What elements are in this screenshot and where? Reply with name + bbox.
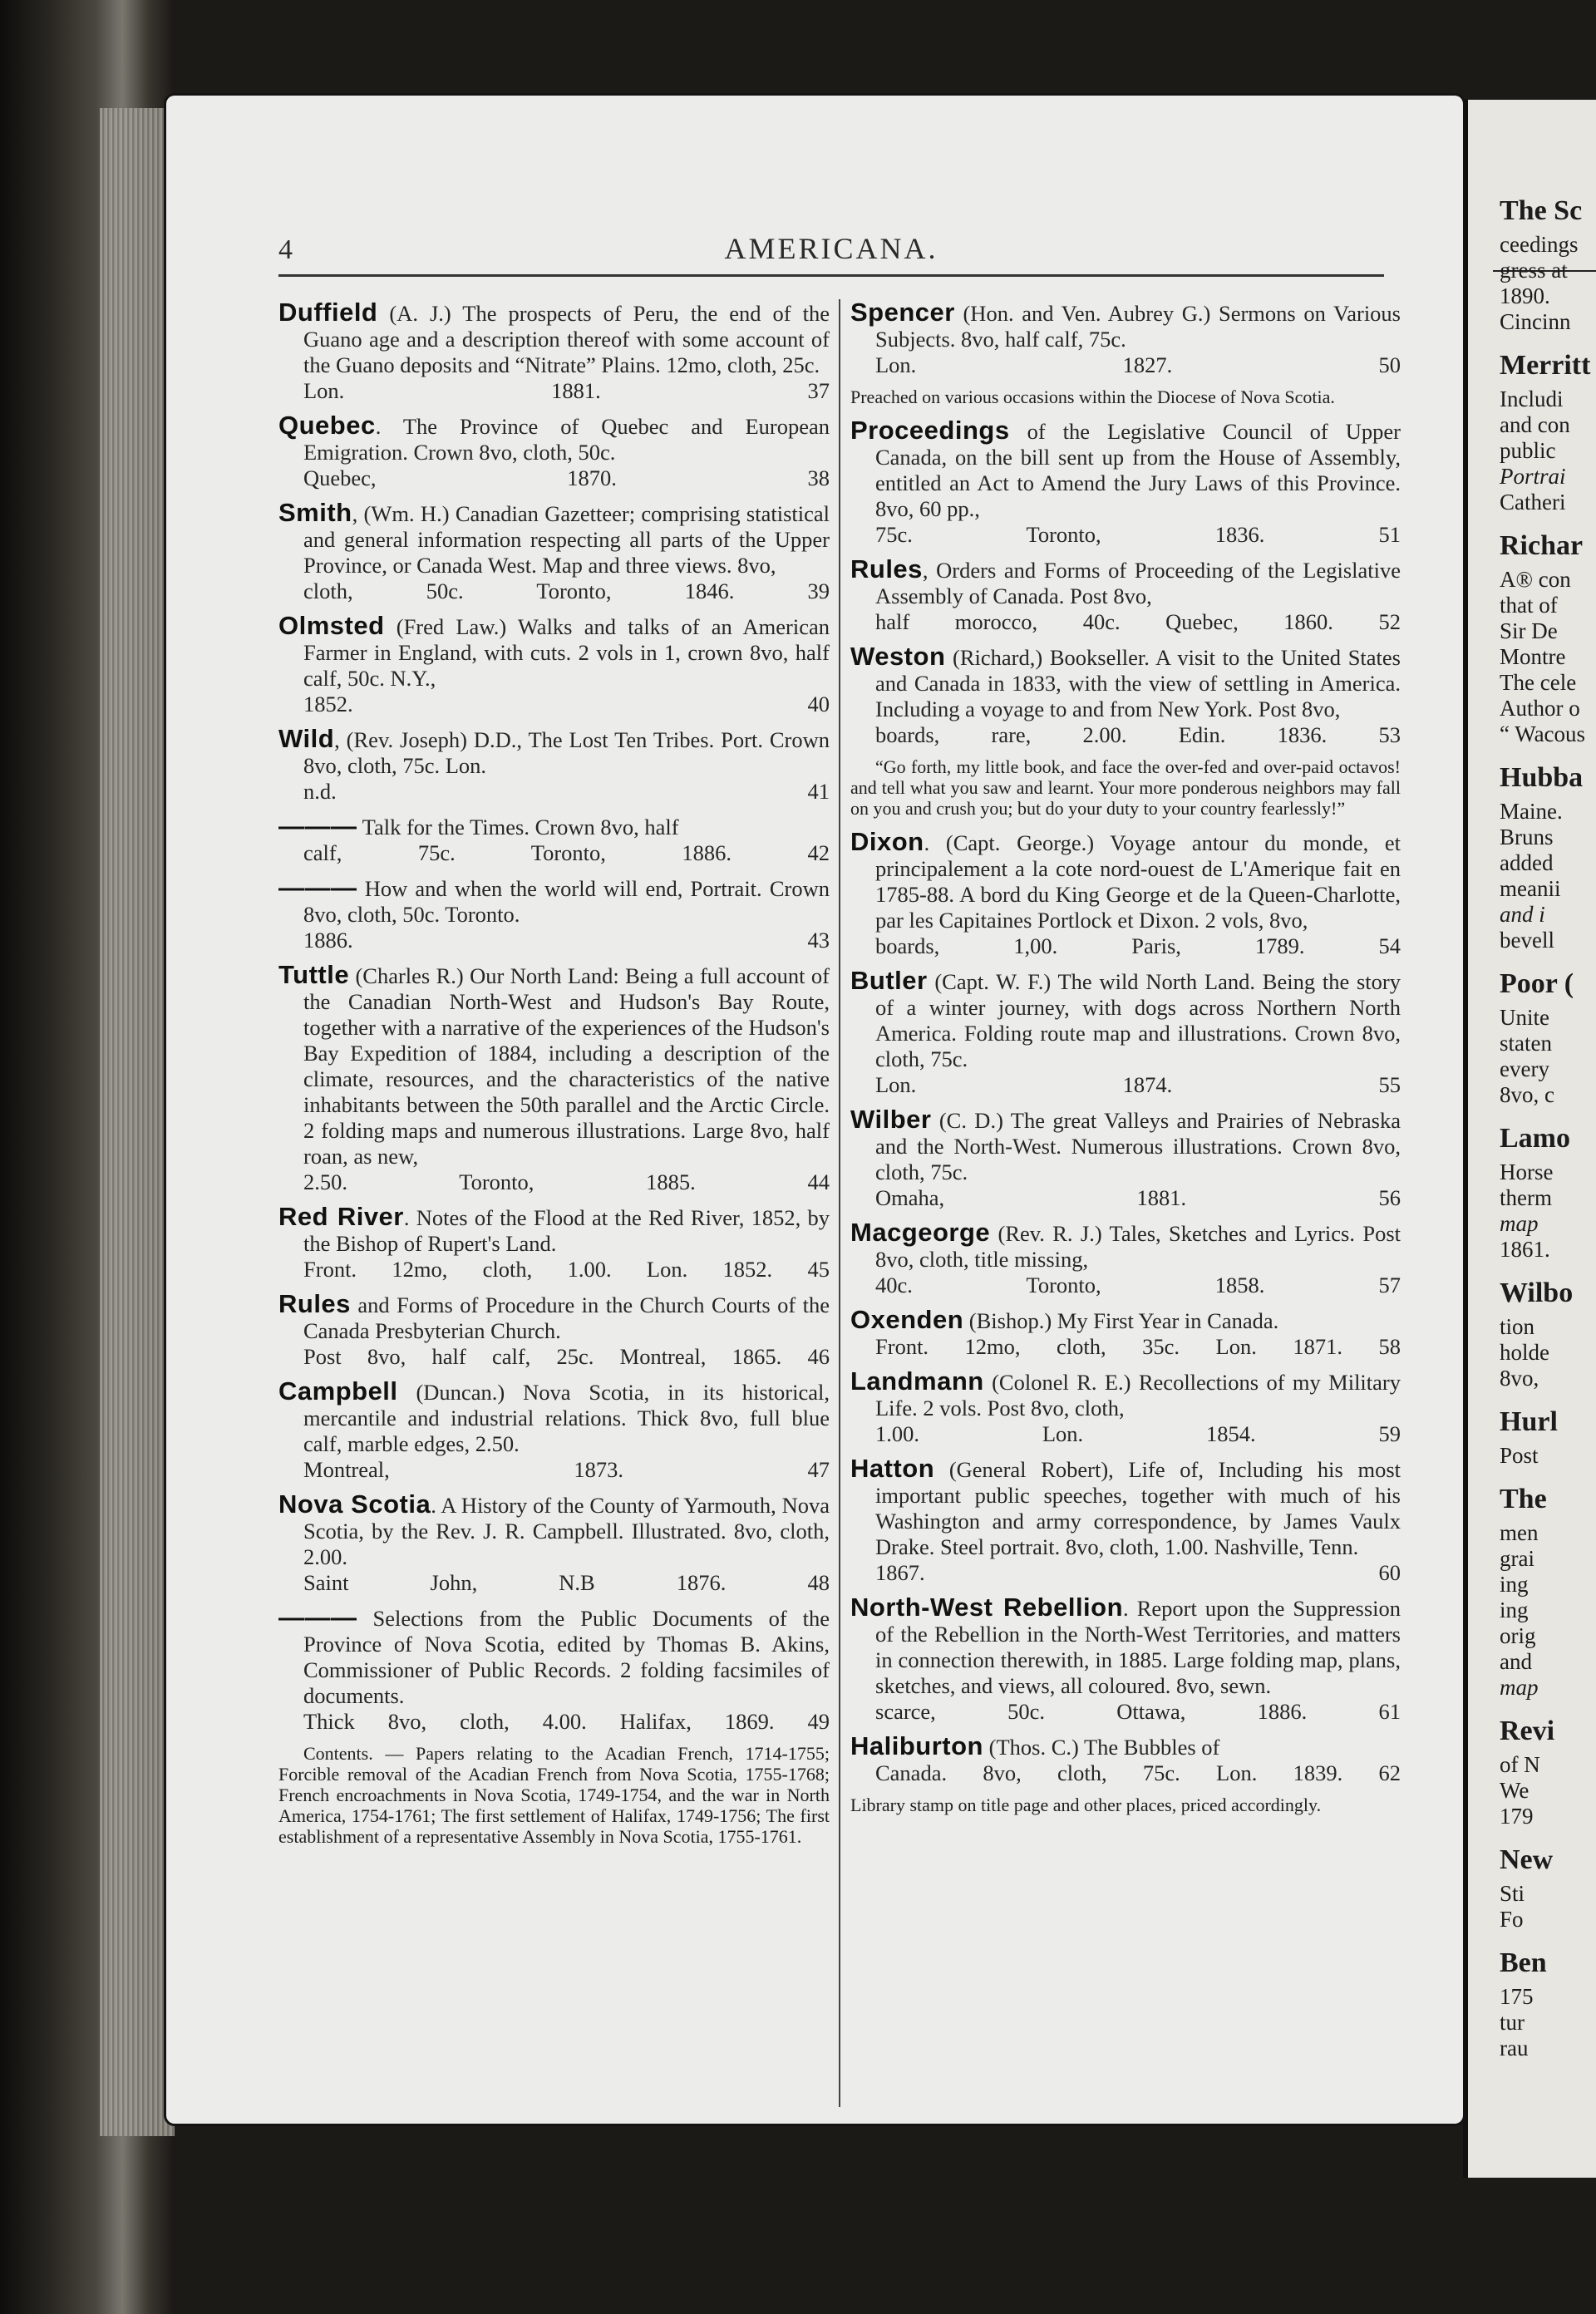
entry-imprint: Thick 8vo, cloth, 4.00. Halifax, 1869. [303,1709,775,1734]
left-column [278,299,830,1857]
entry-heading: Macgeorge [850,1218,991,1247]
adjacent-page-line: Sir De [1500,618,1558,643]
adjacent-page-line: 1890. [1500,283,1550,308]
page-title: AMERICANA. [724,232,938,265]
adjacent-page-line: tur [1500,2010,1525,2035]
adjacent-page-line: Revi [1500,1716,1555,1746]
entry-imprint: half morocco, 40c. Quebec, 1860. [875,609,1333,634]
adjacent-page-line: Ben [1500,1947,1547,1978]
entry-number: 40 [807,692,830,716]
entry-description: , (Wm. H.) Canadian Gazetteer; comprising statistical and general information respecting all parts of the Upper Province, or Canada West. Map and three views. 8vo, [303,501,830,578]
adjacent-page-line: and i [1500,902,1545,927]
entry-imprint: Lon. 1827. [875,352,1173,377]
entry-number: 56 [1378,1185,1401,1210]
entry-heading: Wild [278,724,335,753]
entry-number: 37 [807,378,830,403]
entry-description: (Duncan.) Nova Scotia, in its historical, mercantile and industrial relations. Thick 8vo, full blue calf, marble edges, 2.50. [303,1380,830,1456]
catalogue-entry [850,1307,1401,1360]
entry-heading: Campbell [278,1376,398,1406]
entry-description: , (Rev. Joseph) D.D., The Lost Ten Tribes. Port. Crown 8vo, cloth, 75c. Lon. [303,727,830,778]
column-divider [839,299,840,2107]
adjacent-page-line: staten [1500,1031,1552,1056]
adjacent-page-line: ing [1500,1598,1529,1622]
entry-description: (Charles R.) Our North Land: Being a full account of the Canadian North-West and Hudson's Bay Route, together with a narrative of the experiences of the Hudson's Bay Expedition of 1884, including a description of the climate, resources, and the characteristics of the native inhabitants between the 50th parallel and the Arctic Circle. 2 folding maps and numerous illustrations. Large 8vo, half roan, as new, [303,963,830,1169]
entry-imprint: Lon. 1881. [303,378,601,403]
entry-imprint-line [875,1334,1401,1360]
entry-description: (A. J.) The prospects of Peru, the end of the Guano age and a description thereof with some account of the Guano deposits and “Nitrate” Plains. 12mo, cloth, 25c. [303,301,830,377]
adjacent-page-line: of N [1500,1752,1540,1777]
entry-imprint: Quebec, 1870. [303,465,617,490]
entry-imprint: calf, 75c. Toronto, 1886. [303,840,732,865]
entry-heading: North-West Rebellion [850,1593,1124,1622]
running-head [278,224,1384,274]
catalogue-page [166,96,1463,2124]
entry-description: (Fred Law.) Walks and talks of an American Farmer in England, with cuts. 2 vols in 1, crown 8vo, half calf, 50c. N.Y., [303,614,830,691]
entry-description: . Report upon the Suppression of the Rebellion in the North-West Territories, and matters in connection therewith, in 1885. Large folding map, plans, sketches, and views, all coloured. 8vo, sewn. [875,1596,1401,1698]
entry-imprint-line [875,352,1401,378]
entry-heading: Landmann [850,1366,984,1396]
entry-heading: Dixon [850,827,924,856]
adjacent-page-line: The cele [1500,670,1577,695]
entry-imprint-line [875,1560,1401,1586]
entry-imprint: scarce, 50c. Ottawa, 1886. [875,1699,1308,1724]
entry-note: Preached on various occasions within the Diocese of Nova Scotia. [850,386,1335,407]
entry-description: . A History of the County of Yarmouth, Nova Scotia, by the Rev. J. R. Campbell. Illustrated. 8vo, cloth, 2.00. [303,1493,830,1569]
entry-imprint-line [875,722,1401,748]
catalogue-entry [278,962,830,1195]
adjacent-page-line: gress at [1500,258,1568,283]
entry-imprint-line [875,522,1401,548]
entry-imprint: Omaha, 1881. [875,1185,1187,1210]
catalogue-entry [278,1491,830,1596]
catalogue-entry [850,556,1401,635]
adjacent-page-line: Catheri [1500,490,1566,514]
entry-heading: Smith [278,498,352,527]
entry-imprint-line [875,1760,1401,1786]
entry-imprint-line [303,378,830,404]
catalogue-entry [278,813,830,866]
entry-note: Library stamp on title page and other places, priced accordingly. [850,1795,1322,1815]
adjacent-page-line: Sti [1500,1881,1525,1906]
entry-number: 49 [807,1709,830,1734]
adjacent-page-line: Author o [1500,696,1580,721]
catalogue-entry [850,1733,1401,1786]
entry-description: , Orders and Forms of Proceeding of the Legislative Assembly of Canada. Post 8vo, [875,558,1401,608]
adjacent-page-line: public [1500,438,1556,463]
entry-heading: Oxenden [850,1305,964,1334]
catalogue-entry [850,1594,1401,1725]
entry-number: 53 [1378,722,1401,747]
adjacent-page-line: We [1500,1778,1530,1803]
entry-imprint: Post 8vo, half calf, 25c. Montreal, 1865. [303,1344,782,1369]
entry-imprint: Lon. 1874. [875,1072,1173,1097]
entry-imprint: boards, rare, 2.00. Edin. 1836. [875,722,1328,747]
entry-number: 55 [1378,1072,1401,1097]
entry-description: (Capt. W. F.) The wild North Land. Being the story of a winter journey, with dogs across Northern North America. Folding route map and illustrations. Crown 8vo, cloth, 75c. [875,969,1401,1071]
right-column [850,299,1401,1825]
adjacent-page-line: orig [1500,1623,1536,1648]
entry-imprint: Canada. 8vo, cloth, 75c. Lon. 1839. [875,1760,1343,1785]
entry-number: 41 [807,779,830,804]
catalogue-entry [850,417,1401,548]
catalogue-entry [278,299,830,404]
entry-number: 59 [1378,1421,1401,1446]
adjacent-page-line: holde [1500,1340,1549,1365]
adjacent-page-line: Portrai [1500,464,1566,489]
catalogue-entry [278,500,830,604]
entry-heading: Rules [850,554,923,583]
adjacent-page-line: Hubba [1500,762,1584,793]
adjacent-page-line: Maine. [1500,799,1563,824]
catalogue-entry [278,1604,830,1735]
entry-imprint-line [303,840,830,866]
entry-imprint: 75c. Toronto, 1836. [875,522,1265,547]
entry-heading: ——— [278,811,357,840]
adjacent-page-line: therm [1500,1185,1552,1210]
adjacent-page-line: 8vo, c [1500,1082,1554,1107]
entry-heading: Weston [850,642,946,671]
entry-imprint-line [875,1699,1401,1725]
entry-heading: Hatton [850,1454,935,1483]
entry-number: 39 [807,578,830,603]
catalogue-entry [850,299,1401,378]
entry-imprint-line [875,1421,1401,1447]
catalogue-entry [278,412,830,491]
adjacent-page-line: 179 [1500,1804,1534,1829]
adjacent-page-line: ceedings [1500,232,1579,257]
entry-description: (C. D.) The great Valleys and Prairies of Nebraska and the North-West. Numerous illustrations. Crown 8vo, cloth, 75c. [875,1108,1401,1184]
entry-imprint-line [303,1709,830,1735]
entry-heading: Butler [850,966,928,995]
entry-description: and Forms of Procedure in the Church Courts of the Canada Presbyterian Church. [303,1292,830,1343]
entry-heading: Quebec [278,411,376,440]
entry-imprint: Saint John, N.B 1876. [303,1570,727,1595]
adjacent-page-line: every [1500,1056,1549,1081]
entry-imprint: 1852. [303,692,353,716]
entry-description: . (Capt. George.) Voyage antour du monde, et principalement a la cote nord-ouest de L'Amerique fait en 1785-88. A bord du King George et de la Queen-Charlotte, par les Capitaines Portlock et Dixon. 2 vols, 8vo, [875,830,1401,933]
entry-imprint-line [303,1457,830,1483]
entry-description: (Richard,) Bookseller. A visit to the United States and Canada in 1833, with the view of settling in America. Including a voyage to and from New York. Post 8vo, [875,645,1401,721]
entry-imprint-line [303,928,830,953]
entry-heading: Spencer [850,298,955,327]
adjacent-page-line: The Sc [1500,195,1583,226]
entry-note: “Go forth, my little book, and face the over-fed and over-paid octavos! and tell what you saw and learnt. Your more ponderous neighbors may fall on you and crush you; but do your duty to your country fearlessly!” [850,756,1401,819]
entry-heading: Tuttle [278,960,350,989]
adjacent-page-line: Includi [1500,386,1564,411]
entry-description: (Bishop.) My First Year in Canada. [963,1308,1279,1333]
entry-imprint-line [875,609,1401,635]
entry-imprint: boards, 1,00. Paris, 1789. [875,933,1305,958]
page-edges [100,108,175,2136]
entry-imprint-line [303,692,830,717]
entry-imprint-line [875,1072,1401,1098]
entry-number: 52 [1378,609,1401,634]
entry-heading: Red River [278,1202,404,1231]
entry-imprint: Front. 12mo, cloth, 35c. Lon. 1871. [875,1334,1342,1359]
adjacent-page-line: and [1500,1649,1532,1674]
adjacent-page-line: Horse [1500,1159,1554,1184]
adjacent-page-line: meanii [1500,876,1561,901]
adjacent-page-line: Hurl [1500,1406,1558,1437]
entry-number: 58 [1378,1334,1401,1359]
adjacent-page-line: Wilbo [1500,1278,1574,1308]
adjacent-page-line: 8vo, [1500,1366,1539,1391]
adjacent-page-line: A® con [1500,567,1571,592]
catalogue-entry [278,1291,830,1370]
entry-imprint-line [875,933,1401,959]
entry-heading: Wilber [850,1105,932,1134]
entry-number: 48 [807,1570,830,1595]
adjacent-page-fragment [1463,100,1596,2178]
adjacent-page-line: map [1500,1211,1539,1236]
adjacent-page-line: New [1500,1844,1554,1875]
entry-imprint: 1867. [875,1560,925,1585]
adjacent-page-line: tion [1500,1314,1535,1339]
adjacent-page-line: Lamo [1500,1123,1570,1154]
catalogue-entry [850,967,1401,1098]
entry-heading: ——— [278,873,357,902]
entry-description: (Thos. C.) The Bubbles of [983,1735,1220,1760]
entry-description: . The Province of Quebec and European Emigration. Crown 8vo, cloth, 50c. [303,414,830,465]
entry-description: Talk for the Times. Crown 8vo, half [357,815,679,839]
entry-description: (Rev. R. J.) Tales, Sketches and Lyrics. Post 8vo, cloth, title missing, [875,1221,1401,1272]
entry-description: Selections from the Public Documents of the Province of Nova Scotia, edited by Thomas B. Akins, Commissioner of Public Records. 2 folding facsimiles of documents. [303,1606,830,1708]
adjacent-page-line: Post [1500,1443,1539,1468]
catalogue-entry [850,829,1401,959]
entry-imprint-line [303,1570,830,1596]
entry-imprint: 40c. Toronto, 1858. [875,1273,1265,1297]
entry-number: 43 [807,928,830,953]
adjacent-page-line: 175 [1500,1984,1534,2009]
adjacent-page-line: “ Wacous [1500,721,1586,746]
adjacent-page-line: The [1500,1484,1547,1514]
entry-heading: Haliburton [850,1731,983,1760]
entry-number: 42 [807,840,830,865]
entry-imprint-line [303,1344,830,1370]
adjacent-page-line: Cincinn [1500,309,1571,334]
catalogue-entry [278,726,830,805]
entry-imprint: n.d. [303,779,337,804]
adjacent-page-line: Poor ( [1500,968,1574,999]
entry-number: 47 [807,1457,830,1482]
catalogue-entry [278,1204,830,1283]
adjacent-page-line: bevell [1500,928,1554,953]
entry-description: . Notes of the Flood at the Red River, 1852, by the Bishop of Rupert's Land. [303,1205,830,1256]
entry-number: 61 [1378,1699,1401,1724]
adjacent-page-line: men [1500,1520,1539,1545]
adjacent-page-line: Montre [1500,644,1566,669]
entry-imprint-line [303,779,830,805]
adjacent-page-line: that of [1500,593,1558,618]
adjacent-page-line: 1861. [1500,1237,1550,1262]
entry-description: of the Legislative Council of Upper Canada, on the bill sent up from the House of Assembly, entitled an Act to Amend the Jury Laws of this Province. 8vo, 60 pp., [875,419,1401,521]
entry-description: How and when the world will end, Portrait. Crown 8vo, cloth, 50c. Toronto. [303,876,830,927]
entry-imprint-line [303,1257,830,1283]
entry-description: (Colonel R. E.) Recollections of my Military Life. 2 vols. Post 8vo, cloth, [875,1370,1401,1420]
entry-imprint: Front. 12mo, cloth, 1.00. Lon. 1852. [303,1257,773,1282]
entry-imprint-line [303,465,830,491]
entry-number: 57 [1378,1273,1401,1297]
catalogue-entry [850,1106,1401,1211]
catalogue-entry [850,1368,1401,1447]
header-rule [278,274,1384,277]
entry-imprint: cloth, 50c. Toronto, 1846. [303,578,735,603]
adjacent-page-line: Merritt [1500,350,1591,381]
entry-number: 38 [807,465,830,490]
adjacent-page-line: added [1500,850,1554,875]
adjacent-page-line: Richar [1500,530,1584,561]
entry-imprint-line [875,1185,1401,1211]
entry-number: 54 [1378,933,1401,958]
entry-imprint: 1.00. Lon. 1854. [875,1421,1256,1446]
entry-number: 50 [1378,352,1401,377]
entry-number: 45 [807,1257,830,1282]
entry-heading: Nova Scotia [278,1489,431,1519]
catalogue-entry [278,874,830,953]
adjacent-page-line: ing [1500,1572,1529,1597]
entry-number: 44 [807,1169,830,1194]
entry-description: (General Robert), Life of, Including his most important public speeches, together with much of his Washington and army correspondence, by James Vaulx Drake. Steel portrait. 8vo, cloth, 1.00. Nashville, Tenn. [875,1457,1401,1559]
adjacent-page-line: Unite [1500,1005,1549,1030]
entry-number: 51 [1378,522,1401,547]
entry-number: 60 [1378,1560,1401,1585]
adjacent-page-line: and con [1500,412,1570,437]
catalogue-entry [278,1378,830,1483]
catalogue-entry [850,1219,1401,1298]
entry-imprint-line [303,578,830,604]
entry-heading: Proceedings [850,416,1010,445]
catalogue-entry [278,613,830,717]
entry-number: 62 [1378,1760,1401,1785]
entry-imprint: 2.50. Toronto, 1885. [303,1169,696,1194]
entry-imprint-line [303,1169,830,1195]
catalogue-entry [850,643,1401,748]
adjacent-page-line: Fo [1500,1907,1524,1932]
entry-heading: Rules [278,1289,351,1318]
entry-imprint-line [875,1273,1401,1298]
entry-heading: ——— [278,1603,357,1632]
entry-note: Contents. — Papers relating to the Acadian French, 1714-1755; Forcible removal of the Acadian French from Nova Scotia, 1755-1768; French encroachments in Nova Scotia, 1749-1754, and the war in North America, 1754-1761; The first settlement of Halifax, 1749-1756; The first establishment of a representative Assembly in Nova Scotia, 1755-1761. [278,1743,830,1847]
entry-heading: Olmsted [278,611,385,640]
entry-imprint: Montreal, 1873. [303,1457,623,1482]
adjacent-page-line: grai [1500,1546,1534,1571]
adjacent-page-line: map [1500,1675,1539,1700]
entry-imprint: 1886. [303,928,353,953]
entry-heading: Duffield [278,298,378,327]
adjacent-page-line: rau [1500,2036,1529,2060]
entry-number: 46 [807,1344,830,1369]
catalogue-entry [850,1455,1401,1586]
page-number: 4 [278,234,293,265]
entry-description: (Hon. and Ven. Aubrey G.) Sermons on Various Subjects. 8vo, half calf, 75c. [875,301,1401,352]
adjacent-page-line: Bruns [1500,825,1554,849]
